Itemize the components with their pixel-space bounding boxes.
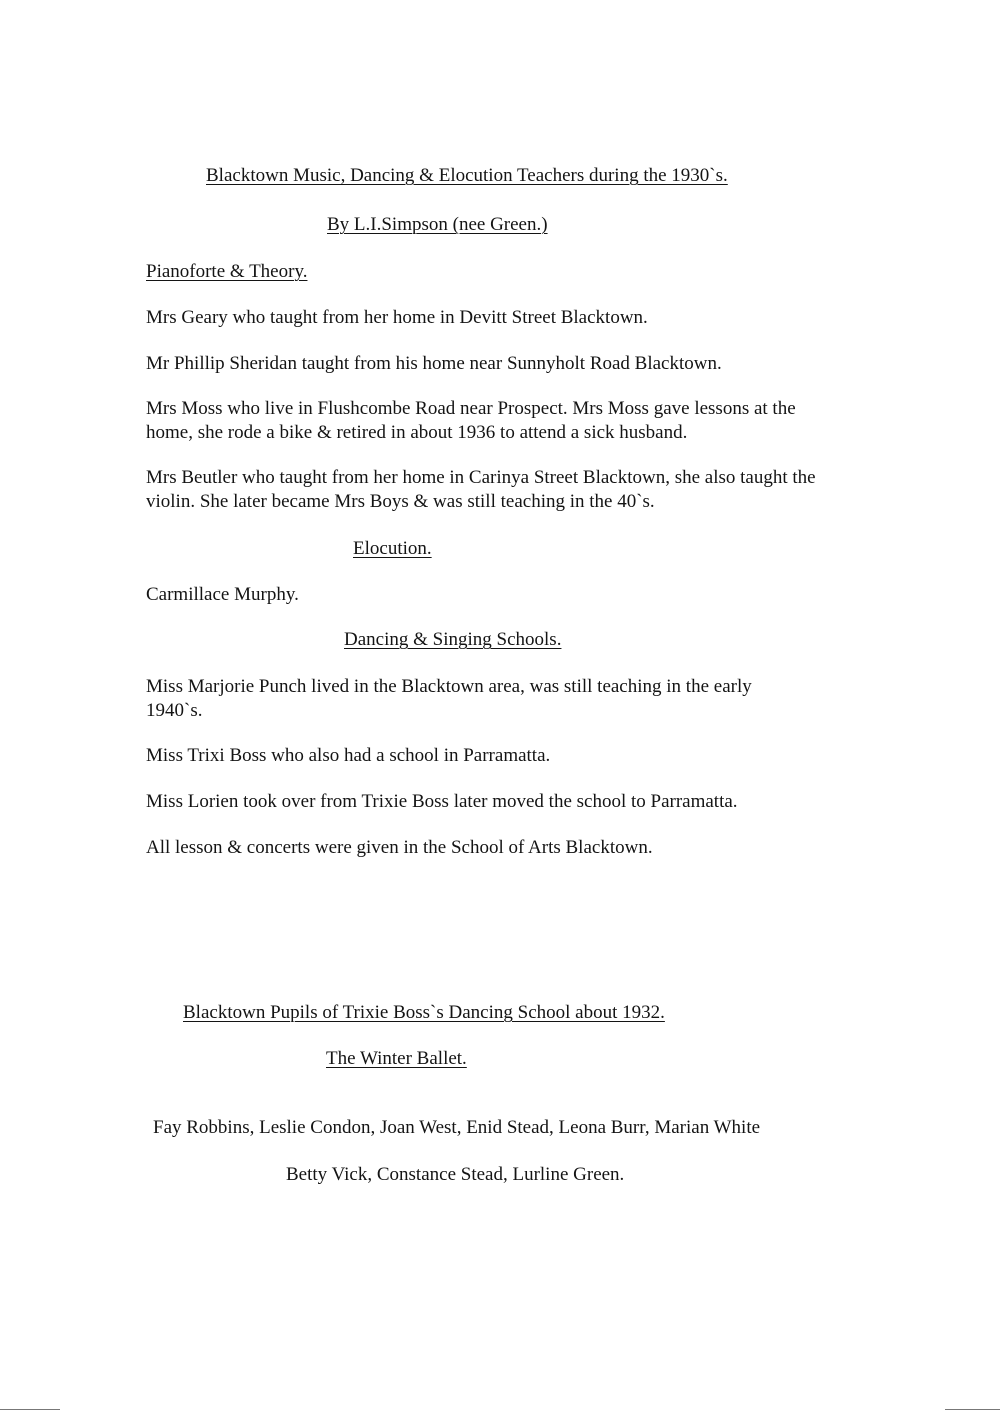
- pupils-heading: Blacktown Pupils of Trixie Boss`s Dancing School about 1932.: [183, 1002, 665, 1023]
- paragraph-carmillace-murphy: Carmillace Murphy.: [146, 584, 299, 605]
- paragraph-mr-sheridan: Mr Phillip Sheridan taught from his home near Sunnyholt Road Blacktown.: [146, 353, 722, 374]
- paragraph-miss-lorien: Miss Lorien took over from Trixie Boss later moved the school to Parramatta.: [146, 791, 738, 812]
- pupil-names-line-2: Betty Vick, Constance Stead, Lurline Green.: [286, 1164, 625, 1185]
- paragraph-school-of-arts: All lesson & concerts were given in the School of Arts Blacktown.: [146, 837, 653, 858]
- section-heading-pianoforte: Pianoforte & Theory.: [146, 261, 308, 282]
- paragraph-mrs-beutler: Mrs Beutler who taught from her home in Carinya Street Blacktown, she also taught the violin. She later became Mrs Boys & was still teaching in the 40`s.: [146, 467, 816, 512]
- document-title: Blacktown Music, Dancing & Elocution Teachers during the 1930`s.: [206, 165, 728, 186]
- pupils-subheading: The Winter Ballet.: [326, 1048, 467, 1069]
- paragraph-mrs-geary: Mrs Geary who taught from her home in Devitt Street Blacktown.: [146, 307, 648, 328]
- paragraph-mrs-moss: Mrs Moss who live in Flushcombe Road near Prospect. Mrs Moss gave lessons at the home, she rode a bike & retired in about 1936 to attend a sick husband.: [146, 398, 796, 443]
- section-heading-dancing: Dancing & Singing Schools.: [344, 629, 562, 650]
- scan-edge-left: [0, 1409, 60, 1410]
- document-byline: By L.I.Simpson (nee Green.): [327, 214, 548, 235]
- section-heading-elocution: Elocution.: [353, 538, 432, 559]
- scan-edge-right: [945, 1409, 1000, 1410]
- paragraph-marjorie-punch: Miss Marjorie Punch lived in the Blacktown area, was still teaching in the early 1940`s.: [146, 676, 752, 721]
- paragraph-trixi-boss: Miss Trixi Boss who also had a school in Parramatta.: [146, 745, 551, 766]
- pupil-names-line-1: Fay Robbins, Leslie Condon, Joan West, Enid Stead, Leona Burr, Marian White: [153, 1117, 761, 1138]
